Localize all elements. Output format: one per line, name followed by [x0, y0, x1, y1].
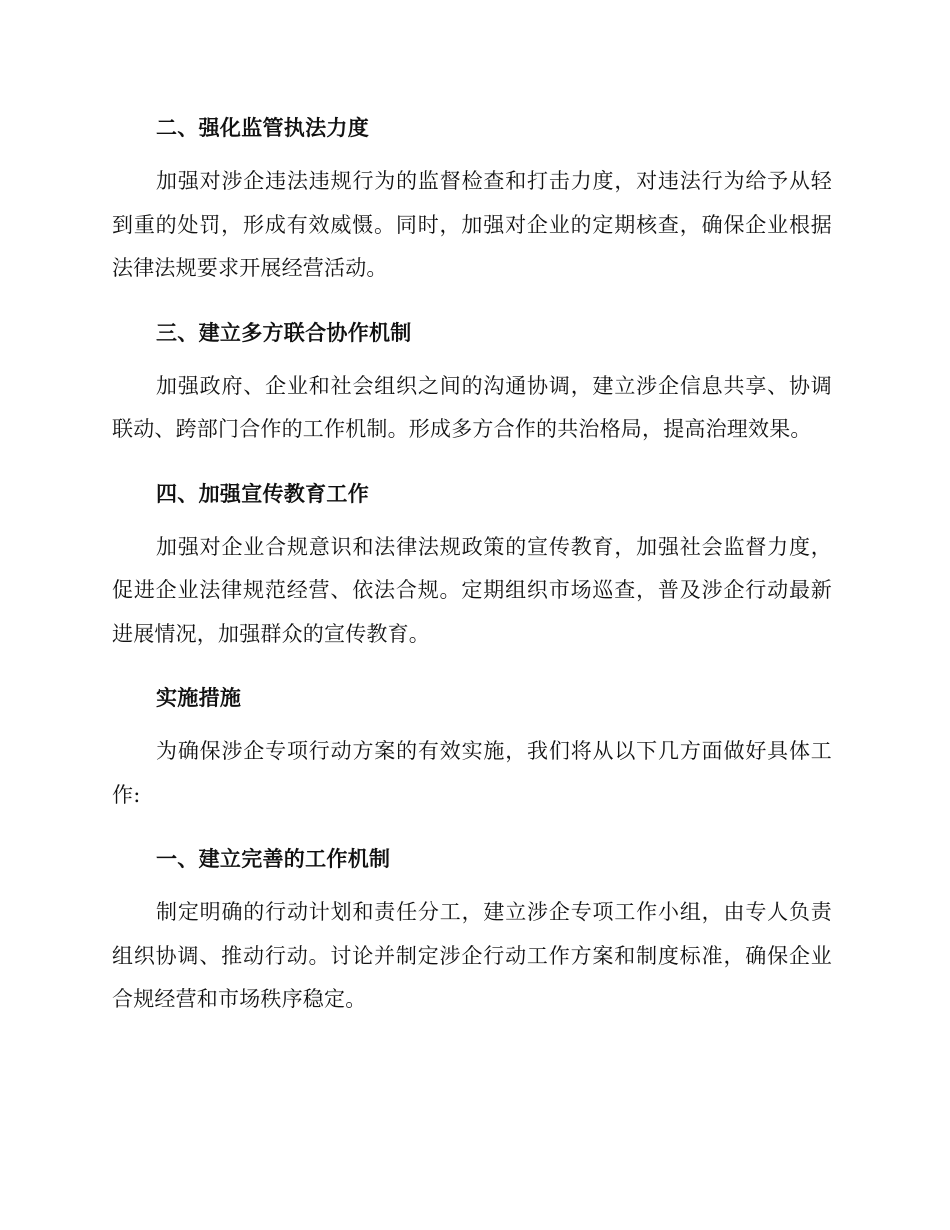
section-heading-publicity-education: 四、加强宣传教育工作 — [156, 481, 369, 506]
section-heading-multi-party-cooperation: 三、建立多方联合协作机制 — [156, 320, 412, 345]
section-heading-strengthen-enforcement: 二、强化监管执法力度 — [156, 116, 369, 140]
paragraph-publicity-education: 加强对企业合规意识和法律法规政策的宣传教育，加强社会监督力度，促进企业法律规范经营、依法合规。定期组织市场巡查，普及涉企行动最新进展情况，加强群众的宣传教育。 — [112, 534, 832, 646]
document-body — [112, 108, 832, 1022]
paragraph-work-mechanism: 制定明确的行动计划和责任分工，建立涉企专项工作小组，由专人负责组织协调、推动行动。讨论并制定涉企行动工作方案和制度标准，确保企业合规经营和市场秩序稳定。 — [112, 900, 832, 1011]
paragraph-strengthen-enforcement: 加强对涉企违法违规行为的监督检查和打击力度，对违法行为给予从轻到重的处罚，形成有效威慑。同时，加强对企业的定期核查，确保企业根据法律法规要求开展经营活动。 — [112, 169, 832, 280]
paragraph-multi-party-cooperation: 加强政府、企业和社会组织之间的沟通协调，建立涉企信息共享、协调联动、跨部门合作的工作机制。形成多方合作的共治格局，提高治理效果。 — [112, 373, 832, 441]
section-heading-work-mechanism: 一、建立完善的工作机制 — [156, 847, 391, 871]
section-heading-implementation-measures: 实施措施 — [156, 686, 242, 710]
paragraph-implementation-measures: 为确保涉企专项行动方案的有效实施，我们将从以下几方面做好具体工作: — [112, 739, 832, 807]
